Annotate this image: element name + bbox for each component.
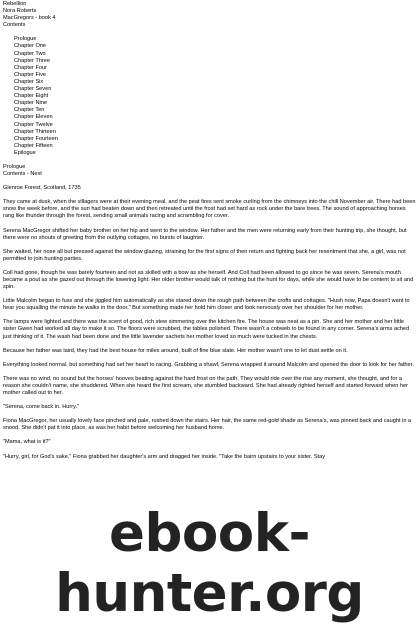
toc-link-chapter-two[interactable]: Chapter Two	[14, 50, 46, 57]
spacer	[3, 192, 416, 199]
toc-link-chapter-seven[interactable]: Chapter Seven	[14, 86, 52, 93]
book-series: MacGregors - book 4	[3, 15, 56, 22]
toc-link-chapter-five[interactable]: Chapter Five	[14, 71, 47, 78]
body-paragraph: "Hurry, girl, for God's sake." Fiona grabbed her daughter's arm and dragged her inside. "Take the bairn upstairs to your sister. Stay	[3, 453, 326, 460]
toc-link-chapter-thirteen[interactable]: Chapter Thirteen	[14, 128, 56, 135]
section-nav-links[interactable]: Contents - Next	[3, 171, 42, 178]
toc-link-chapter-six[interactable]: Chapter Six	[14, 78, 44, 85]
section-location: Glenroe Forest, Scotland, 1735	[3, 185, 81, 192]
table-of-contents	[3, 36, 416, 157]
body-paragraph: Fiona MacGregor, her usually lovely face pinched and pale, rushed down the stairs. Her hair, the same red-gold shade as Serena's, was pinned back and caught in a snood. She didn't pat it into place, as was her habit before welcoming her husband home.	[3, 418, 412, 432]
toc-link-chapter-one[interactable]: Chapter One	[14, 43, 47, 50]
toc-link-chapter-eleven[interactable]: Chapter Eleven	[14, 114, 53, 121]
toc-link-chapter-fourteen[interactable]: Chapter Fourteen	[14, 135, 58, 142]
book-author: Nora Roberts	[3, 8, 37, 15]
body-paragraph: Everything looked normal, but something had set her heart to racing. Grabbing a shawl, Serena wrapped it around Malcolm and opened the door to look for her father.	[3, 361, 414, 368]
watermark-text: ebook-hunter.org	[55, 503, 364, 624]
body-paragraph: There was no wind, no sound but the horses' hooves beating against the hard frost on the path. They would ride over the rise any moment, she thought, and for a reason she couldn't name, she shuddered. When she heard the first scream, she stumbled backward. She had already righted herself and started forward when her mother called out to her.	[3, 375, 408, 397]
watermark-overlay	[0, 498, 419, 624]
body-paragraph: They came at dusk, when the villagers were at their evening meal, and the peat fires sent smoke curling from the chimneys into the chill November air. There had been snow the week before, and the sun had beaten down and then retreated until the frost had set hard as rock under the bare trees. The sound of approaching horses rang like thunder through the forest, sending small animals racing and scrambling for cover.	[3, 199, 416, 220]
body-paragraph: The lamps were lighted and there was the scent of good, rich stew simmering over the kitchen fire. The house was neat as a pin. She and her mother and her little sister Gwen had worked all day to make it so. The floors were scrubbed, the tables polished. There wasn't a cobweb to be found in any corner. Serena's arms ached just thinking of it. The wash had been done and the little lavender sachets her mother loved so much were tucked in the chests.	[3, 319, 410, 340]
toc-link-chapter-nine[interactable]: Chapter Nine	[14, 100, 47, 107]
body-paragraph: "Serena, come back in. Hurry."	[3, 404, 79, 411]
body-paragraph: Coll had gone, though he was barely fourteen and not as skilled with a bow as she herself. And Coll had been allowed to go since he was seven. Serena's mouth became a pout as she gazed out through the lowering light. Her older brother would talk of nothing but the hunt for days, while she would have to be content to sit and spin.	[3, 269, 414, 291]
document-page	[3, 1, 416, 468]
toc-link-chapter-ten[interactable]: Chapter Ten	[14, 107, 45, 114]
toc-link-prologue[interactable]: Prologue	[14, 36, 37, 43]
body-paragraph: Because her father was laird, they had the best house for miles around, built of fine blue slate. Her mother wasn't one to let dust settle on it.	[3, 347, 348, 354]
toc-link-chapter-twelve[interactable]: Chapter Twelve	[14, 121, 53, 128]
toc-link-chapter-eight[interactable]: Chapter Eight	[14, 93, 49, 100]
body-paragraph: She waited, her nose all but pressed against the window glazing, straining for the first signs of their return and fighting back her resentment that she, a girl, was not permitted to join hunting parties.	[3, 248, 406, 262]
book-title: Rebellion	[3, 1, 27, 7]
body-paragraph: Serena MacGregor shifted her baby brother on her hip and went to the window. Her father and the men were returning early from their hunting trip, she thought, but there were no shouts of greeting from the outlying cottages, no bursts of laughter.	[3, 227, 407, 241]
body-paragraph: "Mama, what is it?"	[3, 439, 51, 446]
body-paragraph: Little Malcolm began to fuss and she jiggled him automatically as she stared down the rough path between the crofts and cottages. "Hush now, Papa doesn't want to hear you squalling the minute he walks in the door." But something made her hold him closer and look nervously over her shoulder for her mother.	[3, 298, 410, 312]
toc-link-chapter-three[interactable]: Chapter Three	[14, 57, 50, 64]
contents-heading: Contents	[3, 22, 26, 29]
section-heading: Prologue	[3, 163, 26, 170]
toc-link-chapter-four[interactable]: Chapter Four	[14, 64, 47, 71]
toc-link-chapter-fifteen[interactable]: Chapter Fifteen	[14, 142, 53, 149]
toc-link-epilogue[interactable]: Epilogue	[14, 149, 36, 156]
spacer	[3, 178, 416, 185]
